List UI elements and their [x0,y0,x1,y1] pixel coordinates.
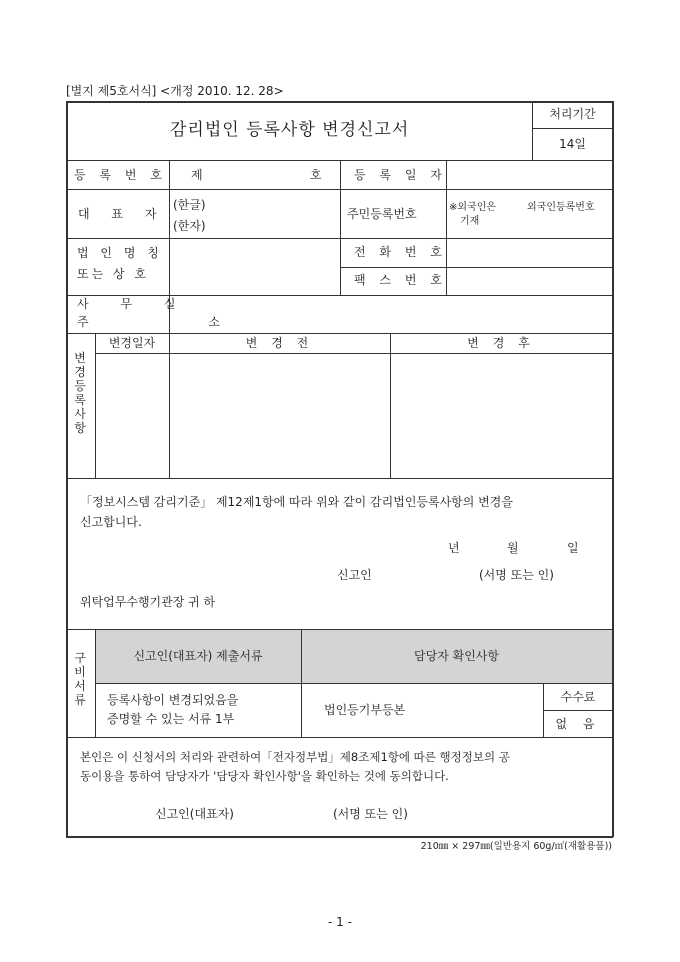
line [66,737,613,738]
change-after-header: 변 경 후 [467,336,535,350]
representative-hangul-label: (한글) [173,198,206,212]
table-top-border [66,101,613,103]
table-bottom-border [66,836,613,838]
processing-period-value: 14일 [559,137,586,151]
form-number-note: [별지 제5호서식] <개정 2010. 12. 28> [66,84,284,98]
line [169,333,170,478]
declaration-text-end: 신고합니다. [80,515,142,529]
foreigner-note-end: 기재 [460,216,480,227]
line [340,267,613,268]
submitted-document-item: 등록사항이 변경되었음을 [107,693,239,707]
submitted-document-item-end: 증명할 수 있는 서류 1부 [107,712,235,726]
corp-name-label: 법 인 명 칭 [77,246,163,260]
addressee: 위탁업무수행기관장 귀 하 [80,595,216,609]
foreigner-note: ※외국인은 [449,202,497,213]
line [66,333,613,334]
representative-hanja-label: (한자) [173,219,206,233]
line [95,333,96,478]
registration-number-label: 등 록 번 호 [74,168,167,182]
form-title: 감리법인 등록사항 변경신고서 [170,120,410,140]
line [95,629,96,737]
line [95,683,613,684]
registration-date-label: 등 록 일 자 [354,168,447,182]
representative-label: 대 표 자 [78,207,166,221]
line [66,629,613,630]
fee-label: 수수료 [560,690,596,704]
date-day-label: 일 [567,541,579,555]
office-label: 사 무 실 [77,297,190,311]
consent-signature-label: (서명 또는 인) [333,807,408,821]
line [390,333,391,478]
consent-text-end: 동이용을 통하여 담당자가 '담당자 확인사항'을 확인하는 것에 동의합니다. [80,769,449,783]
line [95,353,613,354]
line [543,710,613,711]
table-left-border [66,101,68,837]
change-details-side-label: 변경등록사항 [74,351,86,435]
consent-text: 본인은 이 신청서의 처리와 관련하여「전자정부법」제8조제1항에 따른 행정정보의 공 [80,750,510,764]
line [66,295,613,296]
line [66,478,613,479]
fee-value: 없 음 [555,717,601,731]
consent-signer-label: 신고인(대표자) [155,807,234,821]
line [532,128,613,129]
fax-label: 팩 스 번 호 [354,273,447,287]
line [340,160,341,295]
reporter-label: 신고인 [337,568,372,582]
change-before-header: 변 경 전 [245,336,314,350]
confirmation-item: 법인등기부등본 [324,703,406,717]
paper-spec: 210㎜ × 297㎜(일반용지 60g/㎡(재활용품)) [420,841,612,852]
declaration-text: 「정보시스템 감리기준」 제12제1항에 따라 위와 같이 감리법인등록사항의 변경을 [80,495,513,509]
submitted-documents-header: 신고인(대표자) 제출서류 [133,649,263,663]
phone-label: 전 화 번 호 [354,245,447,259]
resident-number-label: 주민등록번호 [347,207,417,221]
required-documents-side-label: 구비서류 [74,651,86,707]
foreigner-note-id: 외국인등록번호 [527,202,595,213]
change-date-header: 변경일자 [108,336,156,350]
office-address-label: 주 소 [77,315,278,329]
registration-number-prefix: 제 [191,168,203,182]
page-number: - 1 - [328,915,352,929]
date-year-label: 년 [448,541,460,555]
line [301,629,302,737]
processing-period-label: 처리기간 [549,107,596,121]
registration-number-suffix: 호 [310,168,322,182]
reporter-signature-label: (서명 또는 인) [479,568,554,582]
date-month-label: 월 [507,541,519,555]
corp-name-label-alt: 또는 상 호 [77,267,149,281]
officer-confirmation-header: 담당자 확인사항 [414,649,499,663]
